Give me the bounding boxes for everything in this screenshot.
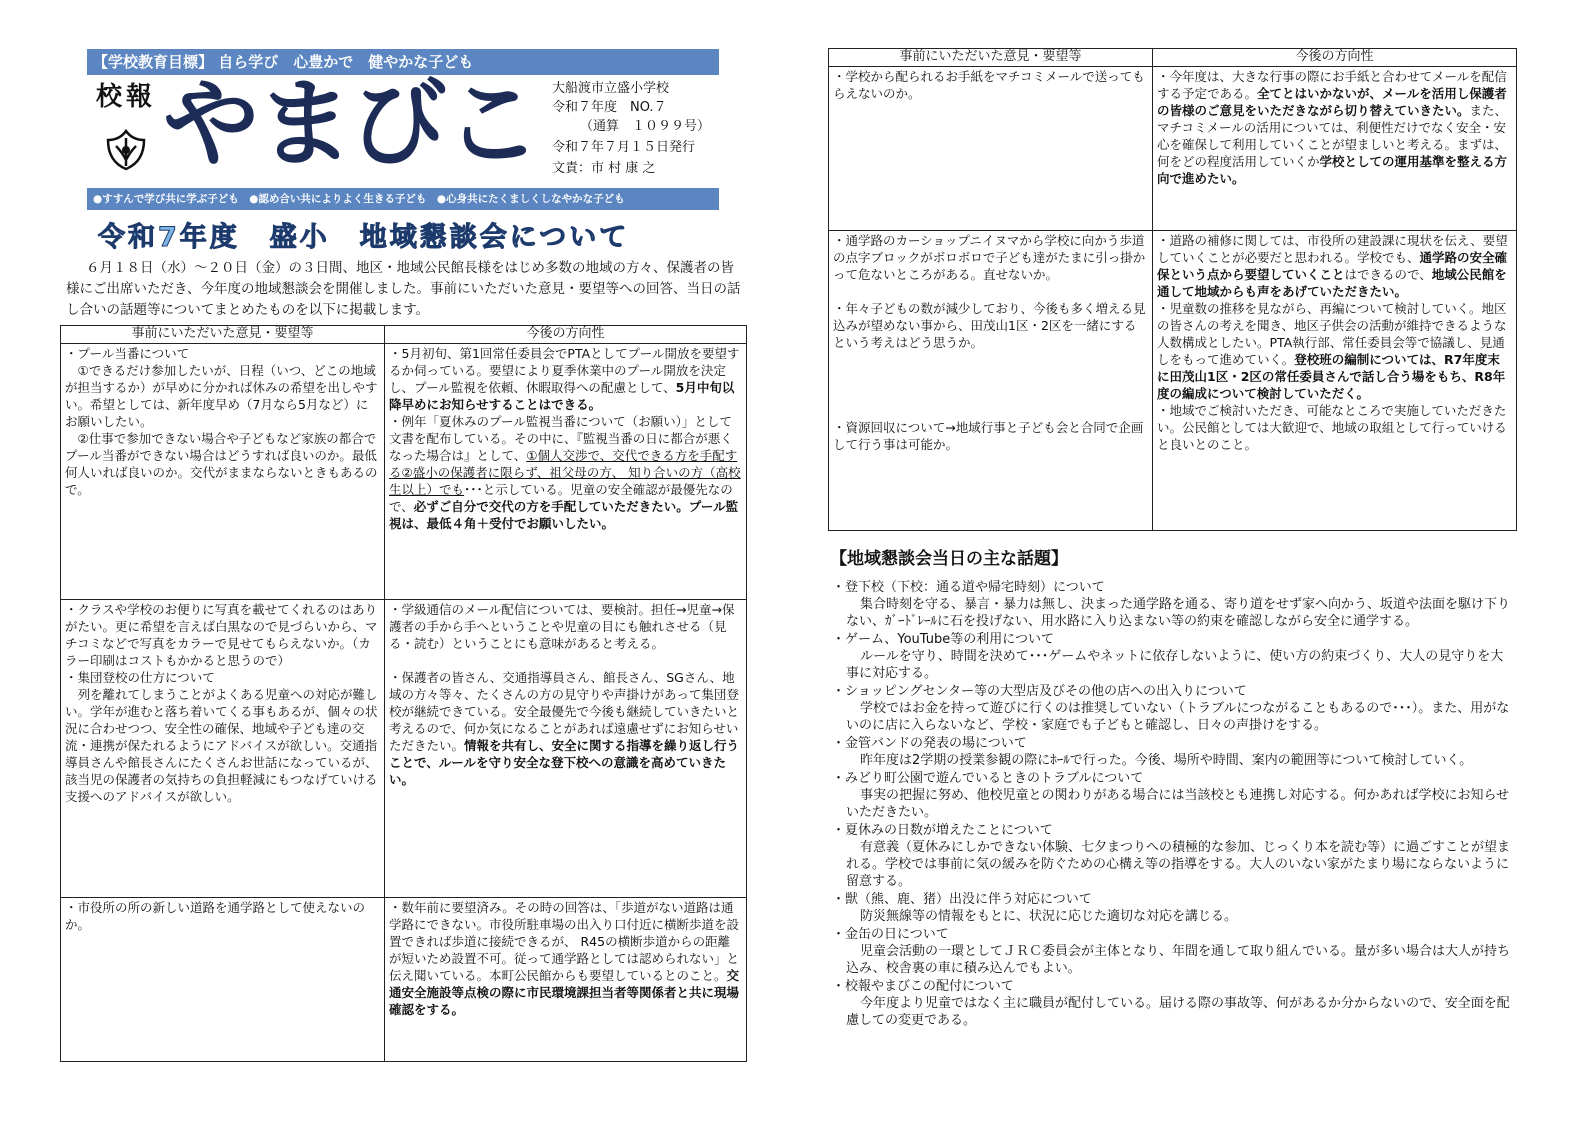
direction-text: ・道路の補修に関しては、市役所の建設課に現状を伝え、要望していくことが必要だと思われる。学校でも、通学路の安全確保という点から要望していくことはできるので、地域公民館を通して地域からも声をあげていただきたい。 ・児童数の推移を見ながら、再編について検討していく。地区の皆さんの考えを聞き、地区子供会の活動が維持できるような人数構成としたい。PTA執行部、常任委員会等で協議し、見通しをもって進めていく。登校班の編制については、R7年度末に田茂山1区・2区の常任委員さんで話し合う場をもち、R8年度の編成について検討していただく。 ・地域でご検討いただき、可能なところで実施していただきたい。公民館としては大歓迎で、地域の取組として行っていけると良いとのこと。: [1157, 233, 1508, 452]
request-text: ・学校から配られるお手紙をマチコミメールで送ってもらえないのか。: [833, 69, 1145, 101]
list-item: [832, 631, 1516, 682]
topic-title: ・登下校（下校：通る道や帰宅時刻）について: [832, 580, 1105, 595]
table-row: [61, 898, 747, 1062]
right-qa-table: [828, 48, 1517, 531]
intro-paragraph: ６月１８日（水）～２０日（金）の３日間、地区・地域公民館長様をはじめ多数の地域の方々、保護者の皆様にご出席いただき、今年度の地域懇談会を開催しました。事前にいただいた意見・要望等への回答、当日の話し合いの話題等についてまとめたものを以下に掲載します。: [66, 260, 741, 318]
list-item: [832, 891, 1516, 925]
list-item: [832, 822, 1516, 890]
headline: 令和7年度 盛小 地域懇談会について: [98, 222, 630, 253]
header-direction: 今後の方向性: [1153, 49, 1517, 67]
issue-number: 令和７年度 NO.７: [552, 100, 667, 115]
topic-title: ・ゲーム、YouTube等の利用について: [832, 632, 1054, 647]
publish-date: 令和７年７月１５日発行: [552, 140, 696, 155]
table-row: [829, 231, 1517, 531]
topic-title: ・校報やまびこの配付について: [832, 979, 1014, 994]
list-item: [832, 978, 1516, 1029]
direction-text: ・学級通信のメール配信については、要検討。担任→児童→保護者の手から手へということや児童の目にも触れさせる（見る・読む）ということにも意味があると考える。 ・保護者の皆さん、交通指導員さん、館長さん、SGさん、地域の方々等々、たくさんの方の見守りや声掛けがあって集団登校が継続できている。安全最優先で今後も継続していきたいと考えるので、何か気になることがあれば遠慮せずにお知らせいただきたい。情報を共有し、安全に関する指導を繰り返し行うことで、ルールを守り安全な登下校への意識を高めていきたい。: [389, 602, 740, 787]
topic-body: 今年度より児童ではなく主に職員が配付している。届ける際の事故等、何があるか分からないので、安全面を配慮しての変更である。: [846, 996, 1510, 1028]
list-item: [832, 770, 1516, 821]
motto-banner: ●すすんで学び共に学ぶ子ども ●認め合い共によりよく生きる子ども ●心身共にたくましくしなやかな子ども: [87, 188, 719, 210]
kouhou-label: 校報: [96, 82, 157, 112]
list-item: [832, 735, 1516, 769]
school-name: 大船渡市立盛小学校: [552, 81, 670, 96]
topic-body: 学校ではお金を持って遊びに行くのは推奨していない（トラブルにつながることもあるので･･･）。また、用がないのに店に入らないなど、学校・家庭でも子どもと確認し、日々の声掛けをする。: [846, 701, 1510, 733]
table-row: [61, 344, 747, 600]
topic-body: ルールを守り、時間を決めて･･･ゲームやネットに依存しないように、使い方の約束づくり、大人の見守りを大事に対応する。: [846, 649, 1504, 681]
topic-body: 集合時刻を守る、暴言・暴力は無し、決まった通学路を通る、寄り道をせず家へ向かう、坂道や法面を駆け下りない、ｶﾞｰﾄﾞﾚｰﾙに石を投げない、用水路に入り込まない等の約束を確認しながら安全に通学する。: [846, 597, 1511, 629]
header-request: 事前にいただいた意見・要望等: [829, 49, 1153, 67]
header-request: 事前にいただいた意見・要望等: [61, 326, 385, 344]
topic-body: 有意義（夏休みにしかできない体験、七夕まつりへの積極的な参加、じっくり本を読む等）に過ごすことが望まれる。学校では事前に気の緩みを防ぐための心構え等の指導をする。大人のいない家がたまり場にならないように留意する。: [846, 840, 1511, 889]
serial-number: （通算 １０９９号）: [580, 119, 711, 134]
topic-title: ・夏休みの日数が増えたことについて: [832, 823, 1053, 838]
school-crest-icon: [104, 128, 148, 172]
topic-title: ・金管バンドの発表の場について: [832, 736, 1027, 751]
request-text: ・クラスや学校のお便りに写真を載せてくれるのはありがたい。更に希望を言えば白黒なので見づらいから、マチコミなどで写真をカラーで見せてもらえないか。（カラー印刷はコストもかかると思うので） ・集団登校の仕方について 列を離れてしまうことがよくある児童への対応が難しい。学年が進むと落ち着いてくる事もあるが、個々の状況に合わせつつ、安全性の確保、地域や子ども達の交流・連携が保たれるようにアドバイスが欲しい。交通指導員さんや館長さんにたくさんお世話になっているが、該当児の保護者の気持ちの負担軽減にもつなげていける支援へのアドバイスが欲しい。: [65, 602, 378, 804]
direction-text: ・数年前に要望済み。その時の回答は、「歩道がない道路は通学路にできない。市役所駐車場の出入り口付近に横断歩道を設置できれば歩道に接続できるが、 R45の横断歩道からの距離が短いため設置不可。従って通学路としては認められない」と伝え聞いている。本町公民館からも要望しているとのこと。交通安全施設等点検の際に市民環境課担当者等関係者と共に現場確認をする。: [389, 900, 740, 1017]
newsletter-title: やまびこ: [163, 67, 539, 180]
topics-heading: 【地域懇談会当日の主な話題】: [830, 549, 1068, 569]
topic-body: 事実の把握に努め、他校児童との関わりがある場合には当該校とも連携し対応する。何かあれば学校にお知らせいただきたい。: [846, 788, 1510, 820]
topic-title: ・みどり町公園で遊んでいるときのトラブルについて: [832, 771, 1144, 786]
school-goal-banner: 【学校教育目標】 自ら学び 心豊かで 健やかな子ども: [87, 49, 719, 75]
left-qa-table: [60, 325, 747, 1062]
list-item: [832, 683, 1516, 734]
table-row: [61, 600, 747, 898]
request-text: ・市役所の所の新しい道路を通学路として使えないのか。: [65, 900, 366, 932]
topic-body: 昨年度は2学期の授業参観の際にﾎｰﾙで行った。今後、場所や時間、案内の範囲等について検討していく。: [860, 753, 1473, 768]
author: 文責：市 村 康 之: [552, 161, 656, 176]
topic-title: ・ショッピングセンター等の大型店及びその他の店への出入りについて: [832, 684, 1247, 699]
direction-text: ・5月初旬、第1回常任委員会でPTAとしてプール開放を要望するか伺っている。要望により夏季休業中のプール開放を決定し、プール監視を依頼、休暇取得への配慮として、5月中旬以降早めにお知らせすることはできる。 ・例年「夏休みのプール監視当番について（お願い）」として文書を配布している。その中に、『監視当番の日に都合が悪くなった場合は』として、①個人交渉で、交代できる方を手配する②盛小の保護者に限らず、祖父母の方、 知り合いの方（高校生以上）でも･･･と示している。児童の安全確認が最優先なので、必ずご自分で交代の方を手配していただきたい。プール監視は、最低４角＋受付でお願いしたい。: [389, 346, 741, 531]
request-text: ・通学路のカーショップニイヌマから学校に向かう歩道の点字ブロックがボロボロで子ども達がたまに引っ掛かって危ないところがある。直せないか。 ・年々子どもの数が減少しており、今後も多く増える見込みが望めない事から、田茂山1区・2区を一緒にするという考えはどう思うか。 ・資源回収について→地域行事と子ども会と合同で企画して行う事は可能か。: [833, 233, 1146, 452]
topic-title: ・獣（熊、鹿、猪）出没に伴う対応について: [832, 892, 1092, 907]
topic-title: ・金缶の日について: [832, 927, 949, 942]
topics-list: [832, 578, 1516, 1029]
request-text: ・プール当番について ①できるだけ参加したいが、日程（いつ、どこの地域が担当するか）が早めに分かれば休みの希望を出しやすい。希望としては、新年度早め（7月なら5月など）にお願いしたい。 ②仕事で参加できない場合や子どもなど家族の都合でプール当番ができない場合はどうすれば良いのか。最低何人いれば良いのか。交代がままならないときもあるので。: [65, 346, 378, 497]
topic-body: 防災無線等の情報をもとに、状況に応じた適切な対応を講じる。: [860, 909, 1238, 924]
list-item: [832, 579, 1516, 630]
direction-text: ・今年度は、大きな行事の際にお手紙と合わせてメールを配信する予定である。全てとはいかないが、メールを活用し保護者の皆様のご意見をいただきながら切り替えていきたい。また、マチコミメールの活用については、利便性だけでなく安全・安心を確保して利用していくことが望ましいと考える。まずは、何をどの程度活用していくか学校としての運用基準を整える方向で進めたい。: [1157, 69, 1508, 186]
topic-body: 児童会活動の一環としてＪＲＣ委員会が主体となり、年間を通して取り組んでいる。量が多い場合は大人が持ち込み、校舎裏の車に積み込んでもよい。: [846, 944, 1511, 976]
table-row: [829, 67, 1517, 231]
header-direction: 今後の方向性: [385, 326, 747, 344]
list-item: [832, 926, 1516, 977]
